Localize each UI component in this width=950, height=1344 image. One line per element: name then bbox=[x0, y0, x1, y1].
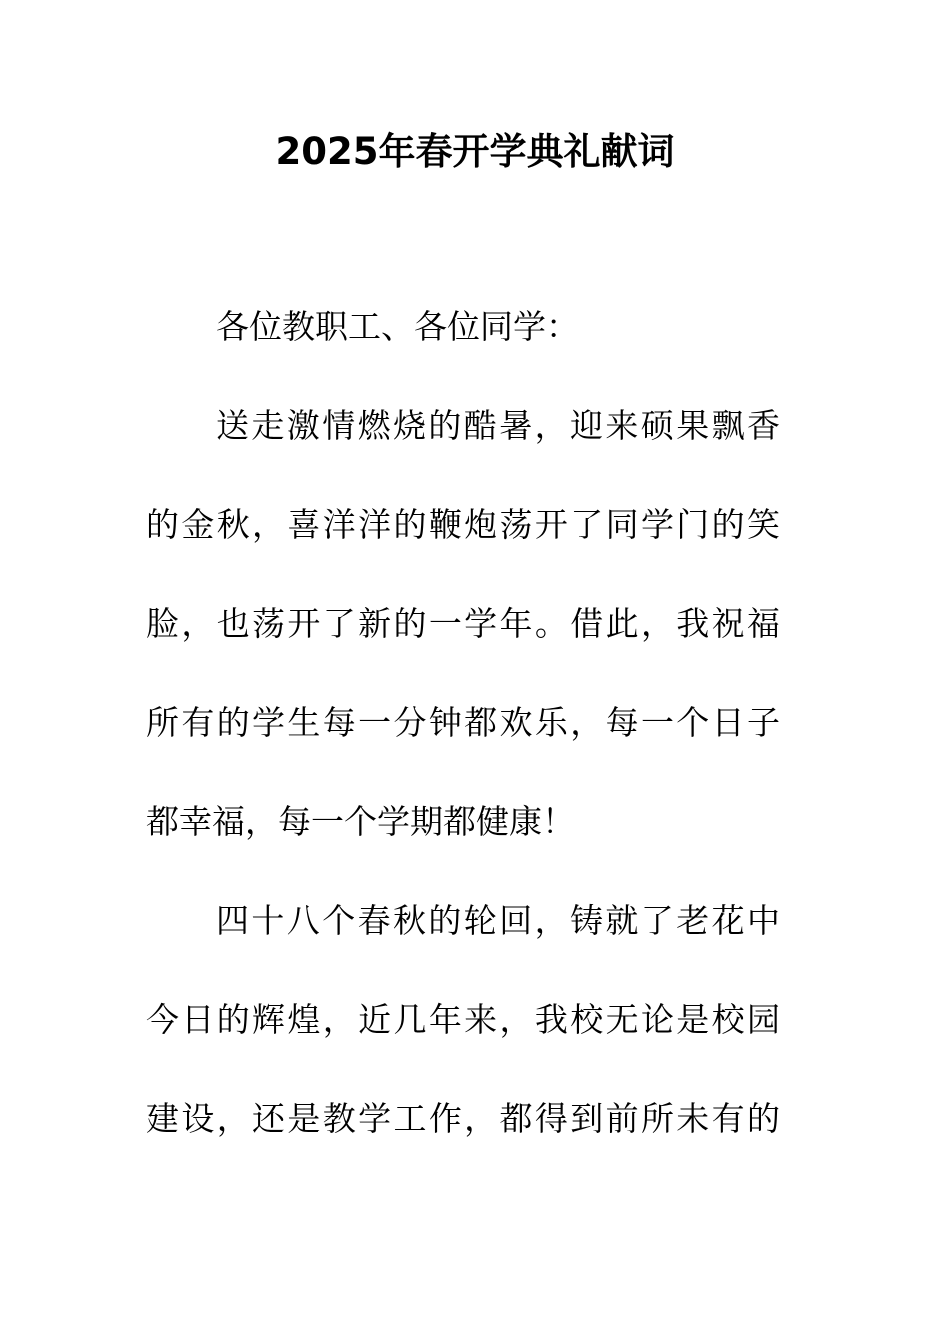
document-title: 2025年春开学典礼献词 bbox=[275, 130, 675, 173]
paragraph-line: 四十八个春秋的轮回，铸就了老花中 bbox=[216, 901, 780, 940]
paragraph-line: 都幸福，每一个学期都健康！ bbox=[146, 802, 575, 841]
paragraph-line: 建设，还是教学工作，都得到前所未有的 bbox=[146, 1099, 780, 1138]
document-body bbox=[146, 302, 780, 1193]
salutation-line: 各位教职工、各位同学： bbox=[216, 307, 579, 346]
paragraph-line: 送走激情燃烧的酷暑，迎来硕果飘香 bbox=[216, 406, 780, 445]
paragraph-line: 今日的辉煌，近几年来，我校无论是校园 bbox=[146, 1000, 780, 1039]
paragraph-line: 所有的学生每一分钟都欢乐，每一个日子 bbox=[146, 703, 780, 742]
paragraph-line: 脸，也荡开了新的一学年。借此，我祝福 bbox=[146, 604, 780, 643]
paragraph-line: 的金秋，喜洋洋的鞭炮荡开了同学门的笑 bbox=[146, 505, 780, 544]
